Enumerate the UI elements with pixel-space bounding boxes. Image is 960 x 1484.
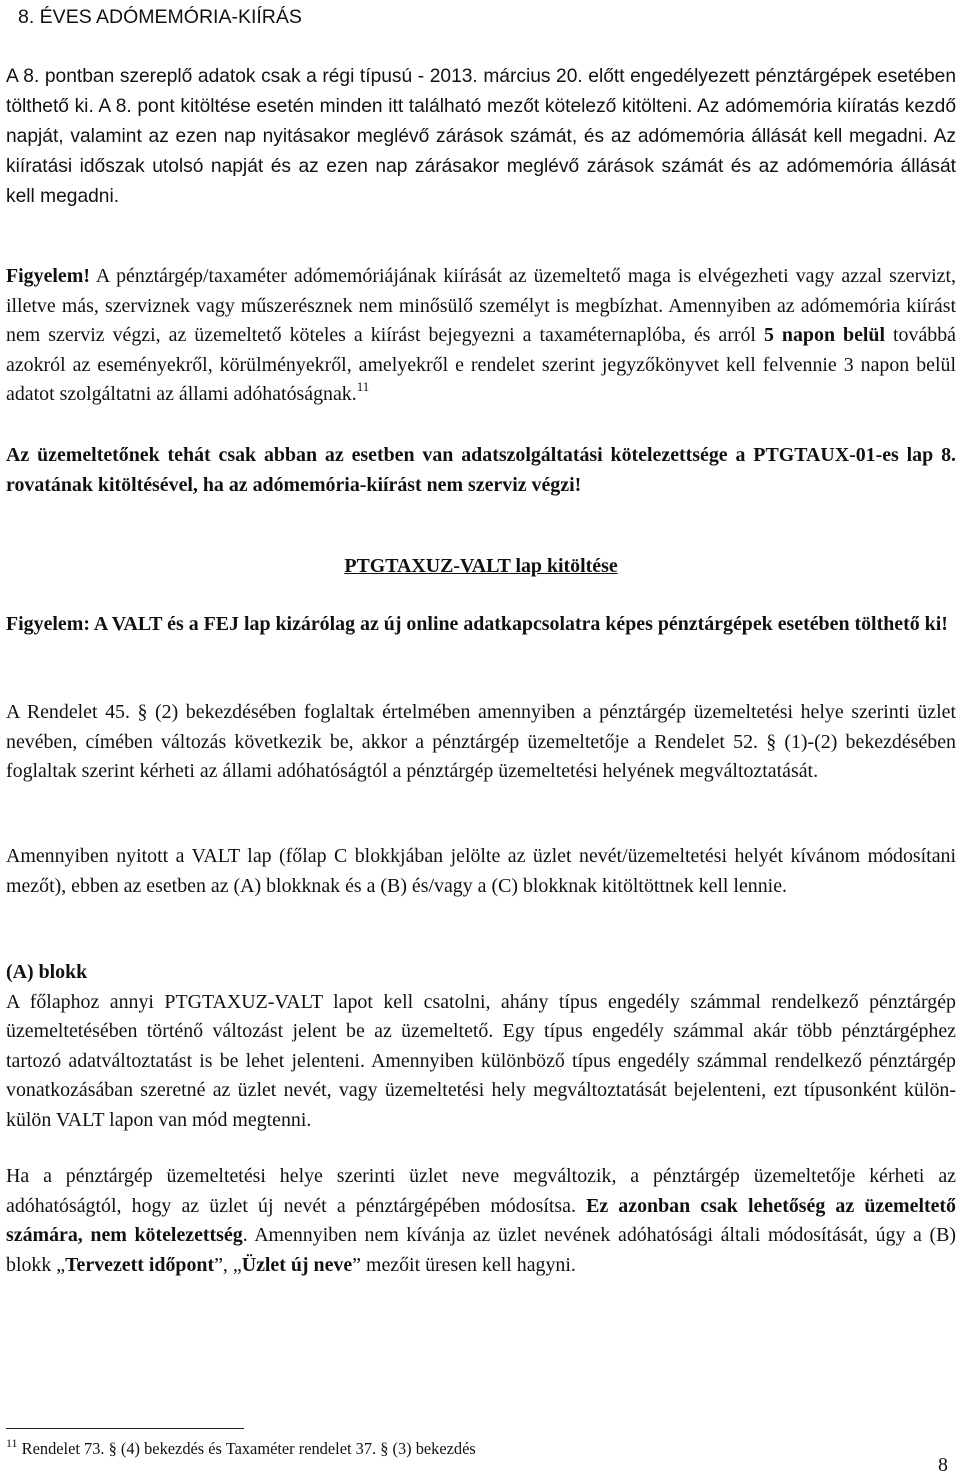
attention-deadline: 5 napon belül [763,324,886,347]
valt-paragraph: Amennyiben nyitott a VALT lap (főlap C blokkjában jelölte az üzlet nevét/üzemeltetési helyét kívánom módosítani mezőt), ebben az esetben az (A) blokknak és a (B) és/vagy a (C) blokknak kitöltöttnek kell lennie. [6,845,956,897]
warning-paragraph: Figyelem: A VALT és a FEJ lap kizárólag az új online adatkapcsolatra képes pénztárgépek esetében tölthető ki! [6,613,948,635]
attention-text-2: továbbá azokról az eseményekről, körülményekről, amelyekről e rendelet szerint jegyzőkönyvet kell felvennie 3 napon belül adatot szolgáltatni az állami adóhatóságnak. [6,324,956,406]
section-heading: 8. ÉVES ADÓMEMÓRIA-KIÍRÁS [18,6,302,28]
obligation-paragraph: Az üzemeltetőnek tehát csak abban az esetben van adatszolgáltatási kötelezettsége a PTGTAUX-01-es lap 8. rovatának kitöltésével, ha az adómemória-kiírást nem szerviz végzi! [6,444,956,496]
block-a-section [6,958,956,1136]
footnote [6,1435,476,1460]
attention-label: Figyelem! [6,265,90,287]
name-bold-3: Üzlet új neve [241,1253,353,1276]
rendelet-paragraph: A Rendelet 45. § (2) bekezdésében foglaltak értelmében amennyiben a pénztárgép üzemeltetési helye szerinti üzlet nevében, címében változás következik be, akkor a pénztárgép üzemeltetője a Rendelet 52. § (1)-(2) bekezdésében foglaltak szerint kérheti az állami adóhatóságtól a pénztárgép üzemeltetési helyének megváltoztatását. [6,701,956,783]
page-number: 8 [938,1454,948,1476]
block-a-text: A főlaphoz annyi PTGTAXUZ-VALT lapot kell csatolni, ahány típus engedély számmal rendelkező pénztárgép üzemeltetésében történő változást jelent be az üzemeltető. Egy típus engedély számmal akár több pénztárgéphez tartozó adatváltoztatást is be lehet jelenteni. Amennyiben különböző típus engedély számmal rendelkező pénztárgép vonatkozásában szeretné az üzlet nevét, vagy üzemeltetési hely megváltoztatását bejelenteni, ezt típusonként külön-külön VALT lapon van mód megtenni. [6,990,956,1131]
section-title: PTGTAXUZ-VALT lap kitöltése [344,555,618,577]
name-text-4: ” mezőit üresen kell hagyni. [352,1253,576,1276]
name-bold-1: Ez azonban csak lehetőség az üzemeltető számára, nem kötelezettség [6,1194,956,1247]
footnote-number: 11 [6,1435,18,1450]
intro-paragraph: A 8. pontban szereplő adatok csak a régi típusú - 2013. március 20. előtt engedélyezett pénztárgépek esetében tölthető ki. A 8. pont kitöltése esetén minden itt található mezőt kötelező kitölteni. Az adómemória kiíratás kezdő napját, valamint az ezen nap nyitásakor meglévő zárások számát, és az adómemória állását kell megadni. Az kiíratási időszak utolsó napját és az ezen nap zárásakor meglévő zárások számát és az adómemória állását kell megadni. [6,66,956,207]
name-text-2: . Amennyiben nem kívánja az üzlet nevének adóhatósági általi módosítását, úgy a (B) blokk „ [6,1224,956,1276]
footnote-reference[interactable]: 11 [356,378,370,394]
footnote-text: Rendelet 73. § (4) bekezdés és Taxaméter rendelet 37. § (3) bekezdés [17,1439,476,1458]
attention-paragraph [6,262,956,410]
name-bold-2: Tervezett időpont [65,1253,215,1276]
block-a-title: (A) blokk [6,961,88,983]
attention-text-1: A pénztárgép/taxaméter adómemóriájának kiírását az üzemeltető maga is elvégezheti vagy azzal szervizt, illetve más, szerviznek vagy műszerésznek nem minősülő személyt is megbízhat. Amennyiben az adómemória kiírást nem szerviz végzi, az üzemeltető köteles a kiírást bejegyezni a taxaméternaplóba, és arról [6,265,956,347]
name-text-3: ”, „ [214,1253,242,1276]
name-change-paragraph [6,1162,956,1280]
name-text-1: Ha a pénztárgép üzemeltetési helye szerinti üzlet neve megváltozik, a pénztárgép üzemeltetője kérheti az adóhatóságtól, hogy az üzlet új nevét a pénztárgépében módosítsa. [6,1165,956,1217]
footnote-divider [6,1428,244,1429]
